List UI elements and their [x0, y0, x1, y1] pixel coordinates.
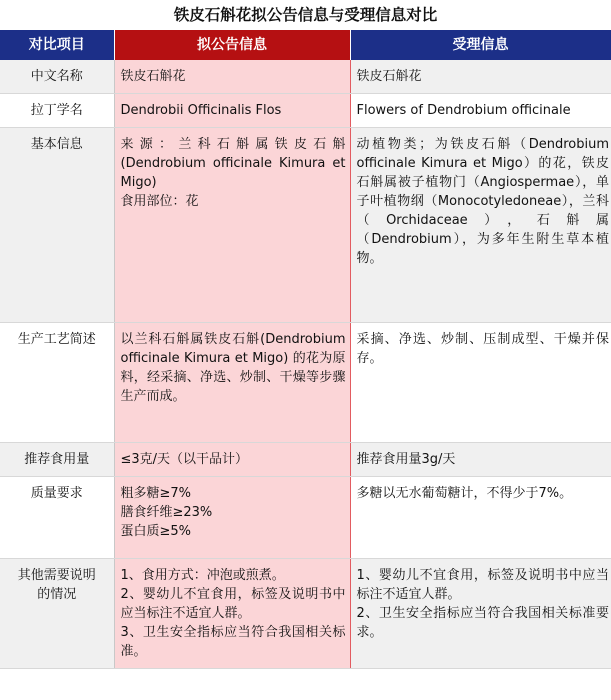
row-label: 其他需要说明的情况	[0, 559, 114, 669]
accepted-cell	[350, 60, 611, 94]
table-row	[0, 477, 611, 559]
cell-line: 来源：兰科石斛属铁皮石斛(Dendrobium officinale Kimura et Migo)	[120, 137, 346, 190]
accepted-cell	[350, 477, 611, 559]
row-label: 中文名称	[0, 60, 114, 94]
proposed-cell	[114, 477, 350, 559]
table-row	[0, 559, 611, 669]
cell-line: 以兰科石斛属铁皮石斛(Dendrobium officinale Kimura et Migo) 的花为原料，经采摘、净选、炒制、干燥等步骤生产而成。	[120, 332, 346, 404]
row-label: 推荐食用量	[0, 443, 114, 477]
proposed-cell	[114, 443, 350, 477]
row-label: 基本信息	[0, 128, 114, 323]
table-row	[0, 443, 611, 477]
cell-line: 铁皮石斛花	[356, 69, 422, 84]
table-header-row	[0, 30, 611, 60]
cell-line: 食用部位：花	[120, 194, 199, 209]
cell-line: Dendrobii Officinalis Flos	[120, 103, 282, 118]
row-label: 生产工艺简述	[0, 323, 114, 443]
cell-line: 膳食纤维≥23%	[120, 505, 213, 520]
header-accepted-info: 受理信息	[350, 30, 611, 60]
cell-line: 多糖以无水葡萄糖计，不得少于7%。	[356, 486, 573, 501]
cell-line: 2、婴幼儿不宜食用，标签及说明书中应当标注不适宜人群。	[120, 587, 346, 621]
accepted-cell	[350, 443, 611, 477]
accepted-cell	[350, 128, 611, 323]
cell-line: 推荐食用量3g/天	[356, 452, 456, 467]
row-label: 拉丁学名	[0, 94, 114, 128]
accepted-cell	[350, 323, 611, 443]
cell-line: 粗多糖≥7%	[120, 486, 192, 501]
table-row	[0, 94, 611, 128]
page-title: 铁皮石斛花拟公告信息与受理信息对比	[173, 6, 438, 24]
proposed-cell	[114, 94, 350, 128]
cell-line: 采摘、净选、炒制、压制成型、干燥并保存。	[356, 332, 609, 366]
cell-line: 蛋白质≥5%	[120, 524, 192, 539]
header-compare-item: 对比项目	[0, 30, 114, 60]
cell-line: 1、食用方式：冲泡或煎煮。	[120, 568, 285, 583]
proposed-cell	[114, 559, 350, 669]
cell-line: ≤3克/天（以干品计）	[120, 452, 249, 467]
cell-line: 2、卫生安全指标应当符合我国相关标准要求。	[356, 606, 609, 640]
table-row	[0, 323, 611, 443]
accepted-cell	[350, 559, 611, 669]
cell-line: 动植物类；为铁皮石斛（Dendrobium officinale Kimura et Migo）的花，铁皮石斛属被子植物门（Angiospermae），单子叶植物纲（Monocotyledoneae），兰科（Orchidaceae），石斛属（Dendrobium），为多年生附生草本植物。	[356, 137, 609, 266]
proposed-cell	[114, 60, 350, 94]
table-row	[0, 60, 611, 94]
comparison-table	[0, 30, 611, 669]
proposed-cell	[114, 323, 350, 443]
accepted-cell	[350, 94, 611, 128]
cell-line: Flowers of Dendrobium officinale	[356, 103, 571, 118]
proposed-cell	[114, 128, 350, 323]
cell-line: 铁皮石斛花	[120, 69, 186, 84]
cell-line: 1、婴幼儿不宜食用，标签及说明书中应当标注不适宜人群。	[356, 568, 609, 602]
cell-line: 3、卫生安全指标应当符合我国相关标准。	[120, 625, 346, 659]
table-row	[0, 128, 611, 323]
row-label: 质量要求	[0, 477, 114, 559]
header-proposed-info: 拟公告信息	[114, 30, 350, 60]
